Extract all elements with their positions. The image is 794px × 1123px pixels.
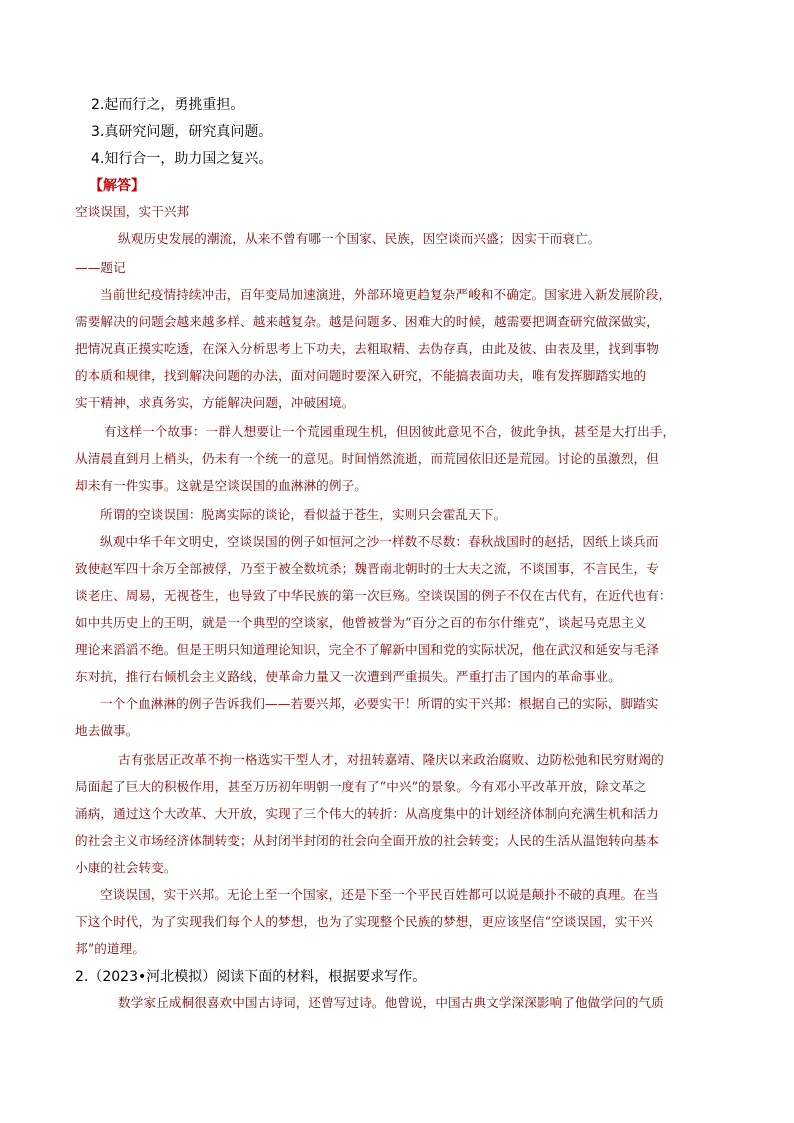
material-line: 数学家丘成桐很喜欢中国古诗词，还曾写过诗。他曾说，中国古典文学深深影响了他做学问的气质 [118,995,664,1010]
essay-line: 涌病，通过这个大改革、大开放，实现了三个伟大的转折：从高度集中的计划经济体制向充满生机和活力 [75,806,659,821]
essay-line: 谈老庄、周易，无视苍生，也导致了中华民族的第一次巨殇。空谈误国的例子不仅在古代有，在近代也有： [75,588,672,603]
essay-line: 如中共历史上的王明，就是一个典型的空谈家，他曾被誉为“百分之百的布尔什维克”，谈起马克思主义 [75,615,647,630]
essay-line: 邦”的道理。 [75,941,146,956]
essay-line: 局面起了巨大的积极作用，甚至万历初年明朝一度有了“中兴”的景象。今有邓小平改革开放，除文革之 [75,779,647,794]
essay-line: 小康的社会转变。 [75,860,177,875]
essay-line: 有这样一个故事：一群人想要让一个荒园重现生机，但因彼此意见不合，彼此争执，甚至是大打出手， [104,424,676,439]
point-3: 3.真研究问题，研究真问题。 [91,124,273,140]
essay-line: 所谓的空谈误国：脱离实际的谈论，看似益于苍生，实则只会霍乱天下。 [100,507,507,522]
essay-line: 地去做事。 [75,723,139,738]
essay-line: 空谈误国，实干兴邦。无论上至一个国家，还是下至一个平民百姓都可以说是颠扑不破的真理。在当 [100,887,659,902]
essay-line: 实干精神，求真务实，方能解决问题，冲破困境。 [75,395,355,410]
essay-line: 东对抗，推行右倾机会主义路线，使革命力量又一次遭到严重损失。严重打击了国内的革命事业。 [75,669,621,684]
essay-line: 纵观中华千年文明史，空谈误国的例子如恒河之沙一样数不尽数：春秋战国时的赵括，因纸上谈兵而 [100,534,659,549]
essay-line: 古有张居正改革不拘一格选实干型人才，对扭转嘉靖、隆庆以来政治腐败、边防松弛和民穷财竭的 [118,752,664,767]
essay-line: 一个个血淋淋的例子告诉我们——若要兴邦，必要实干！所谓的实干兴邦：根据自己的实际，脚踏实 [100,696,659,711]
essay-line: 理论来滔滔不绝。但是王明只知道理论知识，完全不了解新中国和党的实际状况，他在武汉和延安与毛泽 [75,642,659,657]
essay-line: 的社会主义市场经济体制转变；从封闭半封闭的社会向全面开放的社会转变；人民的生活从温饱转向基本 [75,833,659,848]
essay-line: 需要解决的问题会越来越多样、越来越复杂。越是问题多、困难大的时候，越需要把调查研究做深做实， [75,314,659,329]
question-header: 2.（2023•河北模拟）阅读下面的材料，根据要求写作。 [75,969,427,985]
essay-epigraph-source: ——题记 [75,260,126,275]
essay-line: 致使赵军四十余万全部被俘，乃至于被全数坑杀；魏晋南北朝时的士大夫之流，不谈国事，不言民生，专 [75,561,659,576]
essay-line: 把情况真正摸实吃透，在深入分析思考上下功夫，去粗取精、去伪存真，由此及彼、由表及里，找到事物 [75,341,659,356]
essay-line: 下这个时代，为了实现我们每个人的梦想，也为了实现整个民族的梦想，更应该坚信“空谈误国，实干兴 [75,914,653,929]
essay-line: 当前世纪疫情持续冲击，百年变局加速演进，外部环境更趋复杂严峻和不确定。国家进入新发展阶段， [100,287,672,302]
essay-line: 却未有一件实事。这就是空谈误国的血淋淋的例子。 [75,478,367,493]
essay-epigraph: 纵观历史发展的潮流，从来不曾有哪一个国家、民族，因空谈而兴盛；因实干而衰亡。 [118,231,601,246]
essay-title: 空谈误国，实干兴邦 [75,204,190,219]
essay-line: 的本质和规律，找到解决问题的办法，面对问题时要深入研究，不能搞表面功夫，唯有发挥脚踏实地的 [75,368,647,383]
essay-line: 从清晨直到月上梢头，仍未有一个统一的意见。时间悄然流逝，而荒园依旧还是荒园。讨论的虽激烈，但 [75,451,659,466]
point-4: 4.知行合一，助力国之复兴。 [91,151,273,167]
point-2: 2.起而行之，勇挑重担。 [91,97,245,113]
answer-label: 【解答】 [89,178,145,194]
